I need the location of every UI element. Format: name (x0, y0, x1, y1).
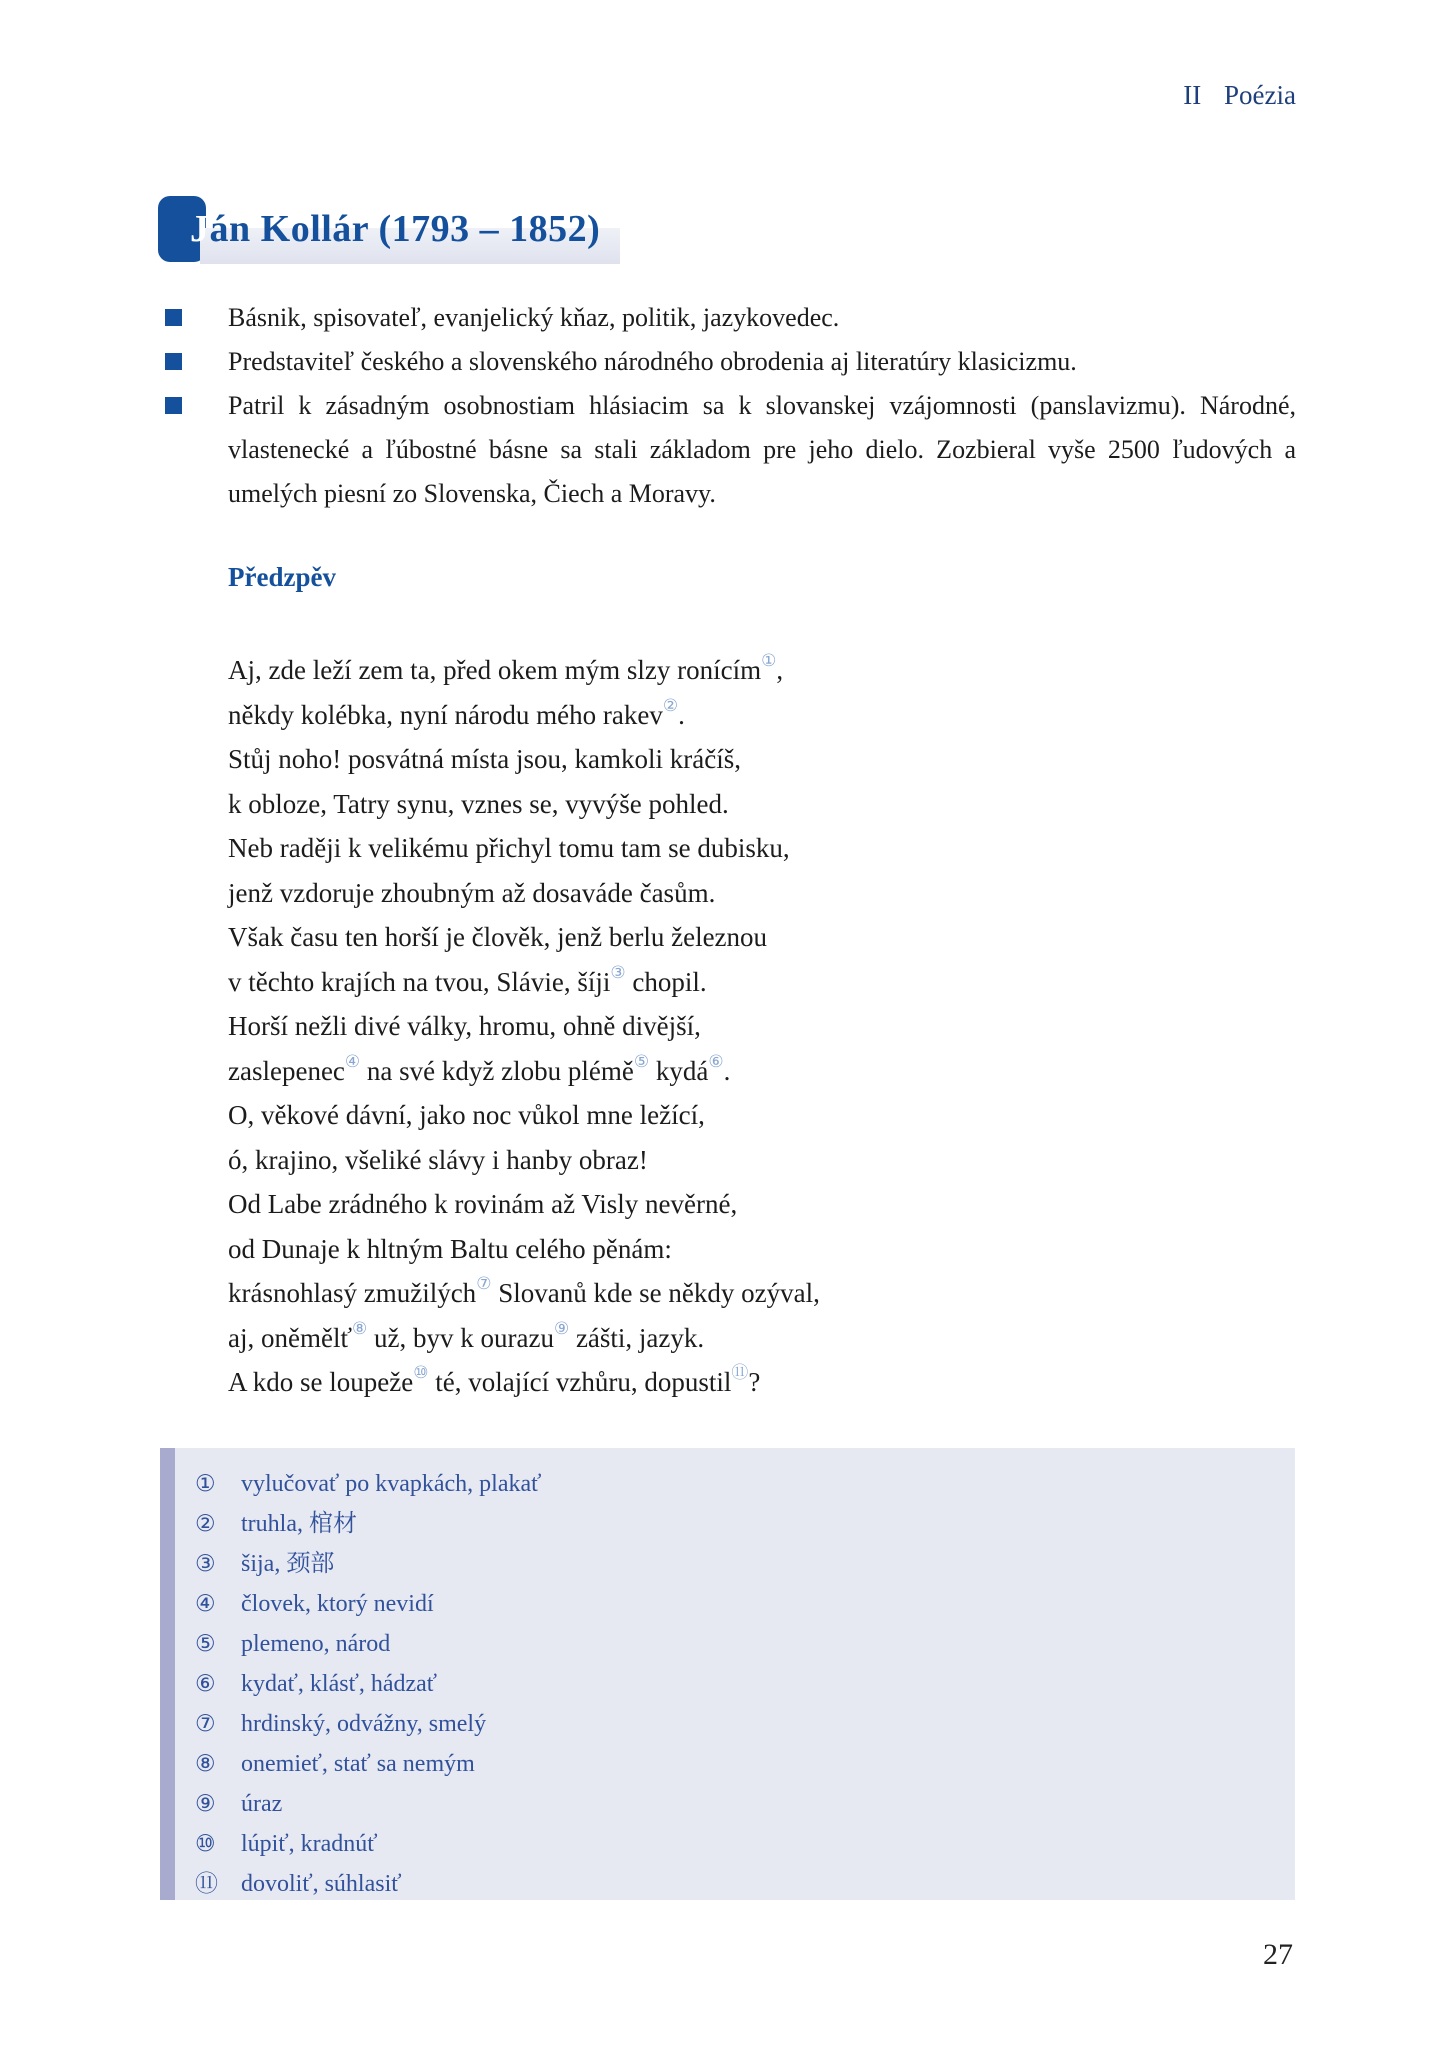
footnote-text: onemieť, stať sa nemým (241, 1751, 475, 1777)
poem-line: aj, oněmělť⑧ už, byv k ourazu⑨ zášti, jazyk. (228, 1318, 705, 1353)
footnote-row (195, 1464, 1295, 1504)
footnote-marker: ⑨ (553, 1318, 570, 1339)
footnote-text: truhla, 棺材 (241, 1511, 357, 1537)
poem-line: Aj, zde leží zem ta, před okem mým slzy ronícím①, (228, 651, 784, 685)
footnote-number: ⑦ (195, 1711, 216, 1737)
poem-line: k obloze, Tatry synu, vznes se, vyvýše pohled. (228, 788, 729, 819)
footnote-marker: ① (761, 651, 777, 671)
footnote-marker: ⑩ (413, 1363, 429, 1383)
footnote-row (195, 1864, 1295, 1904)
footnote-text: dovoliť, súhlasiť (241, 1871, 402, 1897)
footnote-marker: ⑤ (633, 1051, 650, 1072)
page-title (190, 196, 600, 262)
footnote-number: ⑧ (195, 1751, 216, 1777)
footnote-number: ⑩ (195, 1831, 216, 1857)
poem-line: jenž vzdoruje zhoubným až dosaváde časům. (228, 877, 716, 908)
footnote-marker: ⑦ (476, 1274, 492, 1294)
bullet-square-icon (165, 353, 182, 370)
footnote-marker: ⑧ (352, 1318, 368, 1339)
title-first-letter: J (190, 208, 210, 250)
footnote-row (195, 1704, 1295, 1744)
footnote-text: hrdinský, odvážny, smelý (241, 1711, 487, 1737)
bullet-item: Básnik, spisovateľ, evanjelický kňaz, politik, jazykovedec. (160, 296, 1296, 340)
poem-line: O, věkové dávní, jako noc vůkol mne ležící, (228, 1100, 705, 1130)
footnote-row (195, 1784, 1295, 1824)
footnote-text: kydať, klásť, hádzať (241, 1671, 438, 1697)
footnote-marker: ⑥ (708, 1051, 724, 1072)
footnote-number: ③ (195, 1551, 216, 1577)
bullet-item: Patril k zásadným osobnostiam hlásiacim sa k slovanskej vzájomnosti (panslavizmu). Národné, vlastenecké a ľúbostné básne sa stali základom pre jeho dielo. Zozbieral vyše 2500 ľudových a umelých piesní zo Slovenska, Čiech a Moravy. (160, 384, 1296, 516)
footnote-number: ④ (195, 1591, 216, 1617)
footnote-marker: ③ (610, 962, 626, 983)
footnote-marker: ⑪ (731, 1363, 749, 1383)
footnote-marker: ④ (344, 1051, 361, 1072)
poem-text (228, 648, 1308, 1405)
chapter-header: II Poézia (1183, 80, 1296, 110)
footnote-number: ⑨ (195, 1791, 216, 1817)
poem-line: A kdo se loupeže⑩ té, volající vzhůru, dopustil⑪? (228, 1363, 761, 1397)
footnote-text: šija, 颈部 (241, 1551, 335, 1577)
footnote-text: plemeno, národ (241, 1631, 391, 1657)
bullet-list (160, 296, 1296, 516)
bullet-square-icon (165, 397, 182, 414)
footnote-number: ⑤ (195, 1631, 216, 1657)
footnote-text: úraz (241, 1791, 283, 1817)
poem-title: Předzpěv (228, 562, 336, 592)
footnote-number: ② (195, 1511, 216, 1537)
poem-line: od Dunaje k hltným Baltu celého pěnám: (228, 1233, 672, 1264)
poem-line: zaslepenec④ na své když zlobu plémě⑤ kydá⑥. (228, 1051, 731, 1086)
poem-line: někdy kolébka, nyní národu mého rakev②. (228, 695, 685, 730)
poem-line: Od Labe zrádného k rovinám až Visly nevěrné, (228, 1189, 738, 1219)
footnote-text: človek, ktorý nevidí (241, 1591, 434, 1617)
bullet-square-icon (165, 309, 182, 326)
poem-line: Horší nežli divé války, hromu, ohně divější, (228, 1011, 701, 1041)
footnote-row (195, 1744, 1295, 1784)
footnote-row (195, 1504, 1295, 1544)
footnote-text: vylučovať po kvapkách, plakať (241, 1471, 542, 1497)
page-number: 27 (1263, 1938, 1293, 1971)
footnote-row (195, 1664, 1295, 1704)
footnote-row (195, 1624, 1295, 1664)
bullet-item: Predstaviteľ českého a slovenského národného obrodenia aj literatúry klasicizmu. (160, 340, 1296, 384)
footnote-row (195, 1824, 1295, 1864)
footnote-row (195, 1544, 1295, 1584)
poem-line: Neb raději k velikému přichyl tomu tam se dubisku, (228, 833, 790, 863)
footnote-row (195, 1584, 1295, 1624)
poem-line: ó, krajino, všeliké slávy i hanby obraz! (228, 1144, 648, 1175)
footnote-text: lúpiť, kradnúť (241, 1831, 378, 1857)
footnote-list (195, 1464, 1295, 1904)
footnote-number: ① (195, 1471, 216, 1497)
poem-line: Však času ten horší je člověk, jenž berlu železnou (228, 922, 768, 952)
poem-line: krásnohlasý zmužilých⑦ Slovanů kde se někdy ozýval, (228, 1274, 820, 1308)
poem-line: v těchto krajích na tvou, Slávie, šíji③ chopil. (228, 962, 707, 997)
footnote-box (160, 1448, 1295, 1900)
footnote-number: ⑪ (195, 1871, 218, 1897)
title-rest: án Kollár (1793 – 1852) (209, 208, 601, 250)
footnote-marker: ② (662, 695, 679, 716)
poem-line: Stůj noho! posvátná místa jsou, kamkoli kráčíš, (228, 744, 741, 774)
footnote-number: ⑥ (195, 1671, 216, 1697)
